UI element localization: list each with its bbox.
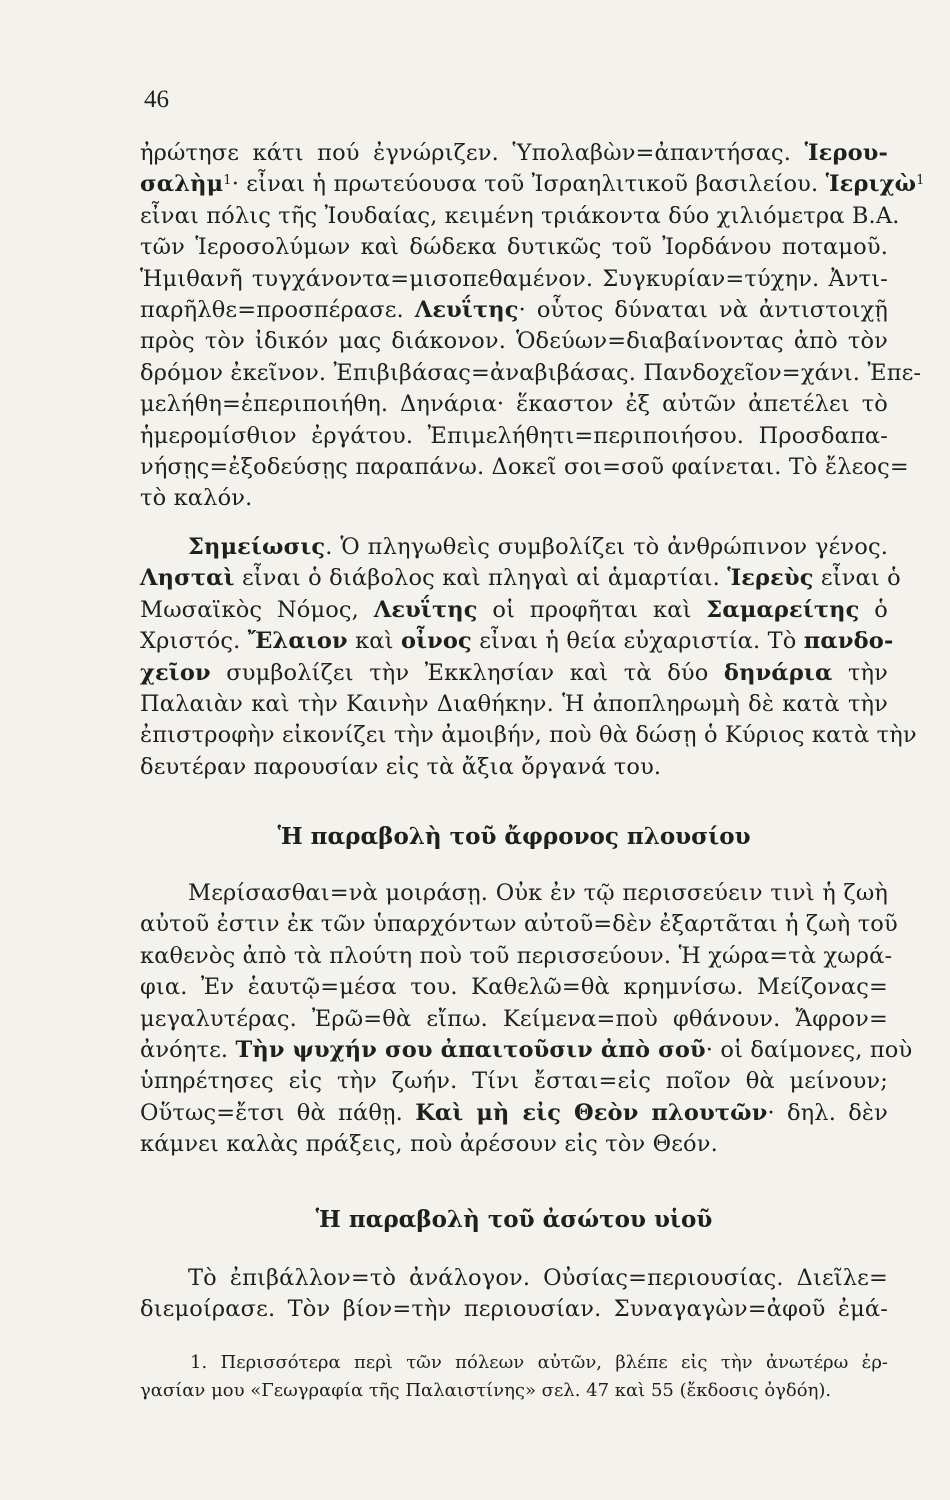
text-line (140, 232, 888, 263)
text-line (140, 909, 898, 940)
footnote (140, 1349, 888, 1405)
text-run: τὸ καλόν. (140, 485, 253, 512)
text-line (140, 720, 917, 751)
text-run: τὴν (832, 659, 888, 686)
text-run: αὐτοῦ ἐστιν ἐκ τῶν ὑπαρχόντων αὐτοῦ=δὲν ἐξαρτᾶται ἡ ζωὴ τοῦ (140, 911, 898, 938)
text-line (140, 264, 888, 295)
section-heading-prodigal-son: Ἡ παραβολὴ τοῦ ἀσώτου υἱοῦ (315, 1206, 713, 1233)
text-run: μεγαλυτέρας. Ἐρῶ=θὰ εἴπω. Κείμενα=ποὺ φθάνουν. Ἄφρον= (140, 1005, 888, 1032)
text-run: ὑπηρέτησες εἰς τὴν ζωήν. Τίνι ἔσται=εἰς ποῖον θὰ μείνουν; (140, 1068, 888, 1095)
footnote-line: γασίαν μου «Γεωγραφία τῆς Παλαιστίνης» σελ. 47 καὶ 55 (ἔκδοσις ὀγδόη). (140, 1380, 832, 1401)
text-line (140, 626, 894, 657)
text-line (140, 421, 888, 452)
text-run: · εἶναι ἡ πρωτεύουσα τοῦ Ἰσραηλιτικοῦ βασιλείου. (231, 171, 826, 198)
text-run: δρόμον ἐκεῖνον. Ἐπιβιβάσας=ἀναβιβάσας. Πανδοχεῖον=χάνι. Ἐπε- (140, 359, 922, 386)
text-line (140, 658, 888, 689)
text-run: καὶ (347, 628, 401, 655)
text-line (140, 752, 888, 783)
bold-term: Ἱεριχὼ (825, 171, 917, 198)
text-run: · οὗτος δύναται νὰ ἀντιστοιχῇ (518, 296, 888, 323)
text-run: ἀνόητε. (140, 1036, 236, 1063)
text-run: κάμνει καλὰς πράξεις, ποὺ ἀρέσουν εἰς τὸν Θεόν. (140, 1131, 718, 1158)
text-line (140, 878, 888, 909)
footnote-marker: 1 (916, 173, 925, 189)
text-line (140, 169, 925, 200)
bold-term: οἶνος (400, 628, 472, 655)
bold-term: Ἱερεὺς (727, 565, 814, 592)
text-run: Οὕτως=ἔτσι θὰ πάθῃ. (140, 1099, 416, 1126)
bold-term: Σαμαρείτης (706, 596, 860, 623)
section-heading-rich-fool: Ἡ παραβολὴ τοῦ ἄφρονος πλουσίου (277, 823, 751, 850)
bold-term: Λευΐτης (373, 596, 478, 623)
text-run: παρῆλθε=προσπέρασε. (140, 296, 415, 323)
text-run: οἱ προφῆται καὶ (477, 596, 707, 623)
text-run: φια. Ἐν ἑαυτῷ=μέσα του. Καθελῶ=θὰ κρημνίσω. Μείζονας= (140, 974, 888, 1001)
paragraph-note-symbolism (140, 532, 917, 783)
text-line (140, 389, 888, 420)
bold-term: σαλὴμ (140, 171, 224, 198)
bold-term: Τὴν ψυχήν σου ἀπαιτοῦσιν ἀπὸ σοῦ (235, 1036, 706, 1063)
footnote-line: 1. Περισσότερα περὶ τῶν πόλεων αὐτῶν, βλέπε εἰς τὴν ἀνωτέρω ἐρ- (190, 1352, 888, 1373)
bold-term: Λευΐτης (414, 296, 519, 323)
text-run: · οἱ δαίμονες, ποὺ (705, 1036, 913, 1063)
bold-term: Λησταὶ (140, 565, 235, 592)
text-line (140, 1263, 888, 1294)
text-run: Ἡμιθανῆ τυγχάνοντα=μισοπεθαμένον. Συγκυρίαν=τύχην. Ἀντι- (140, 265, 888, 292)
text-run: καθενὸς ἀπὸ τὰ πλούτη ποὺ τοῦ περισσεύουν. Ἡ χώρα=τὰ χωρά- (140, 942, 893, 969)
bold-term: Ἱερου- (804, 140, 888, 166)
text-line (140, 1035, 913, 1066)
bold-term: χεῖον (140, 659, 211, 686)
text-run: τῶν Ἱεροσολύμων καὶ δώδεκα δυτικῶς τοῦ Ἰορδάνου ποταμοῦ. (140, 234, 888, 261)
text-line (140, 563, 901, 594)
bold-term: Καὶ μὴ εἰς Θεὸν πλουτῶν (415, 1099, 768, 1126)
text-line (140, 532, 888, 563)
text-run: · δηλ. δὲν (767, 1099, 888, 1126)
text-run: Χριστός. (140, 628, 248, 655)
text-line (140, 689, 888, 720)
text-line (140, 1098, 888, 1129)
text-run: εἶναι ἡ θεία εὐχαριστία. Τὸ (471, 628, 804, 655)
text-run: Μερίσασθαι=νὰ μοιράσῃ. Οὐκ ἐν τῷ περισσεύειν τινὶ ἡ ζωὴ (188, 880, 888, 906)
text-run: πρὸς τὸν ἰδικόν μας διάκονον. Ὁδεύων=διαβαίνοντας ἀπὸ τὸν (140, 328, 888, 355)
bold-term: πανδο- (803, 628, 894, 655)
text-run: Μωσαϊκὸς Νόμος, (140, 596, 374, 623)
text-run: εἶναι ὁ διάβολος καὶ πληγαὶ αἱ ἁμαρτίαι. (234, 565, 728, 592)
bold-term: Ἔλαιον (247, 628, 348, 655)
text-run: μελήθη=ἐπεριποιήθη. Δηνάρια· ἕκαστον ἐξ αὐτῶν ἀπετέλει τὸ (140, 391, 888, 418)
paragraph-glossary-prodigal-son (140, 1263, 888, 1326)
text-run: ἠρώτησε κάτι πού ἐγνώριζεν. Ὑπολαβὼν=ἀπαντήσας. (140, 140, 805, 166)
text-line (140, 483, 888, 514)
text-line (140, 201, 900, 232)
text-run: συμβολίζει τὴν Ἐκκλησίαν καὶ τὰ δύο (210, 659, 724, 686)
text-line (140, 358, 922, 389)
text-run: ὁ (859, 596, 888, 623)
bold-term: δηνάρια (723, 659, 833, 686)
bold-term: Σημείωσις (188, 534, 326, 560)
text-line (140, 326, 888, 357)
text-run: Παλαιὰν καὶ τὴν Καινὴν Διαθήκην. Ἡ ἀποπληρωμὴ δὲ κατὰ τὴν (140, 690, 888, 717)
text-line (140, 295, 888, 326)
text-line (140, 1066, 888, 1097)
text-run: εἶναι πόλις τῆς Ἰουδαίας, κειμένη τριάκοντα δύο χιλιόμετρα Β.Α. (140, 202, 900, 229)
text-run: Τὸ ἐπιβάλλον=τὸ ἀνάλογον. Οὐσίας=περιουσίας. Διεῖλε= (188, 1265, 888, 1291)
paragraph-glossary-good-samaritan (140, 138, 925, 515)
text-line (140, 138, 888, 169)
page-number: 46 (144, 86, 169, 113)
text-run: νήσῃς=ἐξοδεύσῃς παραπάνω. Δοκεῖ σοι=σοῦ φαίνεται. Τὸ ἔλεος= (140, 453, 909, 480)
text-line (140, 452, 909, 483)
text-run: ἐπιστροφὴν εἰκονίζει τὴν ἀμοιβήν, ποὺ θὰ δώσῃ ὁ Κύριος κατὰ τὴν (140, 722, 917, 749)
paragraph-glossary-rich-fool (140, 878, 913, 1161)
footnote-marker: 1 (223, 173, 232, 189)
text-line (140, 595, 888, 626)
text-run: δευτέραν παρουσίαν εἰς τὰ ἄξια ὄργανά του. (140, 753, 662, 780)
text-line (140, 1294, 888, 1325)
text-line (140, 1004, 888, 1035)
text-run: διεμοίρασε. Τὸν βίον=τὴν περιουσίαν. Συναγαγὼν=ἀφοῦ ἐμά- (140, 1296, 888, 1323)
text-line (140, 972, 888, 1003)
text-line (140, 1129, 888, 1160)
text-run: εἶναι ὁ (813, 565, 901, 592)
text-run: . Ὁ πληγωθεὶς συμβολίζει τὸ ἀνθρώπινον γένος. (325, 534, 888, 560)
text-line (140, 941, 893, 972)
text-run: ἡμερομίσθιον ἐργάτου. Ἐπιμελήθητι=περιποιήσου. Προσδαπα- (140, 422, 888, 449)
